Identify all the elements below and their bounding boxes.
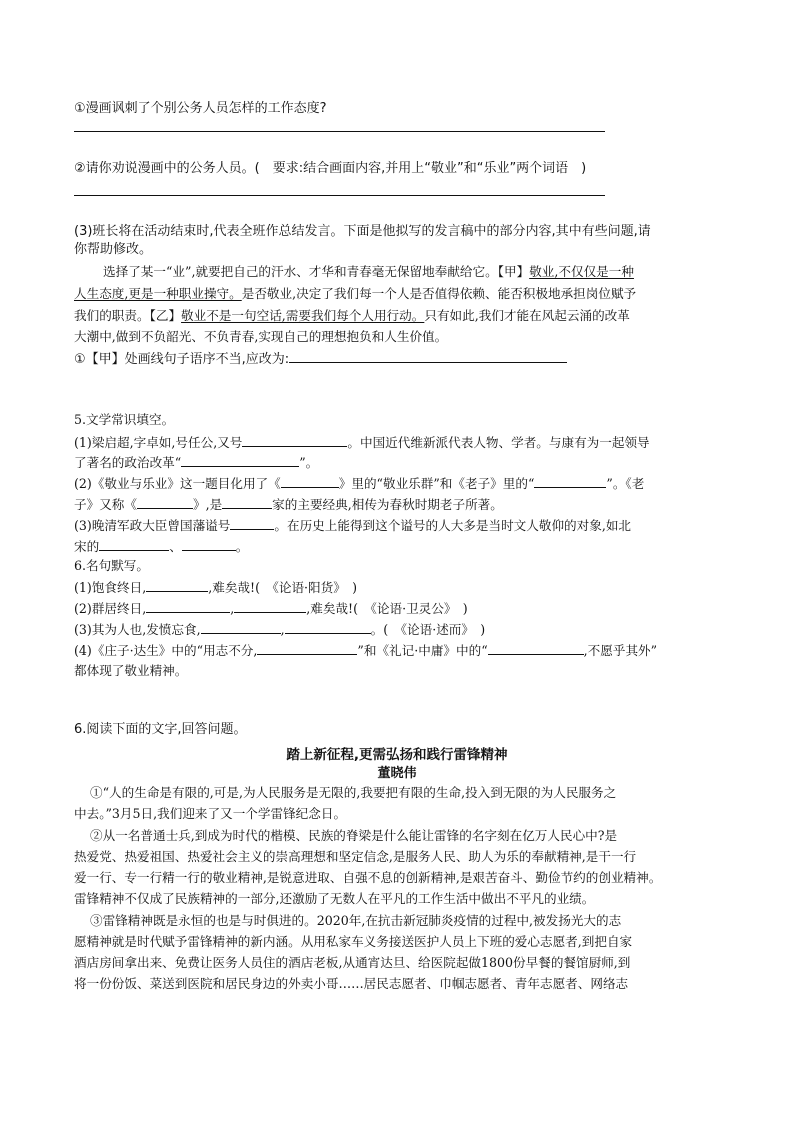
speech-text: 我们的职责。【乙】	[74, 308, 182, 323]
q5-text: ”。	[299, 455, 319, 470]
q5-text: (2)《敬业与乐业》这一题目化用了《	[74, 476, 281, 491]
speech-line-3	[74, 308, 630, 324]
q5-text: 。	[235, 539, 249, 554]
answer-line[interactable]	[74, 131, 605, 132]
answer-blank[interactable]	[242, 434, 347, 447]
q5-text: ”。《老	[606, 476, 645, 491]
passage-p3-line1: ③雷锋精神既是永恒的也是与时俱进的。2020年,在抗击新冠肺炎疫情的过程中,被发扬光大的志	[90, 913, 622, 928]
q6-text: ,	[230, 601, 235, 616]
speech-text: 只有如此,我们才能在风起云涌的改革	[424, 308, 630, 323]
answer-blank[interactable]	[488, 642, 584, 655]
q5-text: 家的主要经典,相传为春秋时期老子所著。	[272, 497, 503, 512]
answer-blank[interactable]	[182, 538, 236, 551]
q5-item3-line1	[74, 517, 631, 534]
q5-text: 子》又称《	[74, 497, 137, 512]
answer-blank[interactable]	[257, 642, 357, 655]
q5-text: (1)梁启超,字卓如,号任公,又号	[74, 435, 243, 450]
passage-author: 董晓伟	[377, 766, 417, 781]
q6-heading: 6.名句默写。	[74, 558, 149, 573]
q5-text: 了著名的政治改革“	[74, 455, 182, 470]
answer-blank[interactable]	[234, 600, 306, 613]
q6-text: ,不愿乎其外”	[583, 643, 658, 658]
q6-text: 。( 《论语·述而》 )	[370, 622, 486, 637]
q6-text: ”和《礼记·中庸》中的“	[357, 643, 488, 658]
answer-blank[interactable]	[534, 475, 606, 488]
q6-item4-line2: 都体现了敬业精神。	[74, 663, 188, 678]
q6-item1	[74, 579, 357, 596]
q4-task3-line1: (3)班长将在活动结束时,代表全班作总结发言。下面是他拟写的发言稿中的部分内容,其中有些问题,请	[74, 224, 651, 239]
speech-underlined-yi: 敬业不是一句空话,需要我们每个人用行动。	[181, 308, 425, 323]
q5-item1-line1	[74, 434, 650, 451]
q5-text: 。在历史上能得到这个谥号的人大多是当时文人敬仰的对象,如北	[274, 518, 632, 533]
q6-text: (4)《庄子·达生》中的“用志不分,	[74, 643, 258, 658]
q6-text: (3)其为人也,发愤忘食,	[74, 622, 201, 637]
passage-p3-line3: 酒店房间拿出来、免费让医务人员住的酒店老板,从通宵达旦、给医院起做1800份早餐的餐馆厨师,到	[74, 955, 631, 970]
q4-task3-line2: 你帮助修改。	[74, 242, 153, 257]
speech-underlined-jia: 人生态度,更是一种职业操守。	[74, 286, 242, 301]
q4-sub2-question: ②请你劝说漫画中的公务人员。( 要求:结合画面内容,并用上“敬业”和“乐业”两个词语 )	[74, 161, 587, 176]
q5-item1-line2	[74, 454, 318, 471]
passage-p1-line2: 中去。”3月5日,我们迎来了又一个学雷锋纪念日。	[74, 806, 347, 821]
q5-text: 》,是	[192, 497, 223, 512]
answer-blank[interactable]	[201, 621, 281, 634]
q6-item2	[74, 600, 468, 617]
q5-item2-line2	[74, 496, 503, 513]
passage-p1-line1: ①“人的生命是有限的,可是,为人民服务是无限的,我要把有限的生命,投入到无限的为人民服务之	[90, 785, 617, 800]
answer-blank[interactable]	[289, 350, 567, 363]
fix1-prompt: ①【甲】处画线句子语序不当,应改为:	[74, 352, 290, 367]
passage-p2-line1: ②从一名普通士兵,到成为时代的楷模、民族的脊梁是什么能让雷锋的名字刻在亿万人民心中?是	[90, 828, 618, 843]
speech-underlined-jia: 敬业,不仅仅是一种	[529, 264, 634, 279]
q5-text: 宋的	[74, 539, 100, 554]
answer-line[interactable]	[74, 195, 605, 196]
speech-text: 选择了某一“业”,就要把自己的汗水、才华和青春毫无保留地奉献给它。【甲】	[103, 264, 530, 279]
q5-text: 。中国近代维新派代表人物、学者。与康有为一起领导	[347, 435, 650, 450]
speech-line-2	[74, 286, 636, 302]
answer-blank[interactable]	[137, 496, 193, 509]
passage-p2-line3: 爱一行、专一行精一行的敬业精神,是锐意进取、自强不息的创新精神,是艰苦奋斗、勤俭节约的创业精神。	[74, 870, 662, 885]
passage-title: 踏上新征程,更需弘扬和践行雷锋精神	[286, 747, 508, 763]
speech-line-1	[103, 264, 634, 280]
q5-item2-line1	[74, 475, 644, 492]
answer-blank[interactable]	[281, 475, 339, 488]
q6-text: ,难矣哉!( 《论语·阳货》 )	[208, 580, 358, 595]
q6-text: (2)群居终日,	[74, 601, 147, 616]
passage-p2-line2: 热爱党、热爱祖国、热爱社会主义的崇高理想和坚定信念,是服务人民、助人为乐的奉献精神,是干一行	[74, 849, 637, 864]
answer-blank[interactable]	[222, 496, 272, 509]
answer-blank[interactable]	[181, 454, 299, 467]
q4-sub1-question: ①漫画讽刺了个别公务人员怎样的工作态度?	[74, 101, 327, 116]
q7-heading: 6.阅读下面的文字,回答问题。	[74, 722, 247, 737]
q5-text: (3)晚清军政大臣曾国藩谥号	[74, 518, 231, 533]
q5-heading: 5.文学常识填空。	[74, 412, 175, 427]
q6-text: ,难矣哉!( 《论语·卫灵公》 )	[306, 601, 468, 616]
speech-line-4: 大潮中,做到不负韶光、不负青春,实现自己的理想抱负和人生价值。	[74, 329, 448, 344]
q5-text: 》里的“敬业乐群”和《老子》里的“	[338, 476, 535, 491]
answer-blank[interactable]	[146, 579, 208, 592]
answer-blank[interactable]	[146, 600, 230, 613]
q6-text: ,	[280, 622, 285, 637]
q6-text: (1)饱食终日,	[74, 580, 147, 595]
answer-blank[interactable]	[99, 538, 169, 551]
q5-item3-line2	[74, 538, 248, 555]
passage-p2-line4: 雷锋精神不仅成了民族精神的一部分,还激励了无数人在平凡的工作生活中做出不平凡的业绩。	[74, 891, 595, 906]
answer-blank[interactable]	[285, 621, 371, 634]
answer-blank[interactable]	[230, 517, 274, 530]
speech-text: 是否敬业,决定了我们每一个人是否值得依赖、能否积极地承担岗位赋予	[241, 286, 637, 301]
q4-fix1	[74, 350, 567, 368]
q6-item3	[74, 621, 485, 638]
q5-text: 、	[169, 539, 182, 554]
passage-p3-line4: 将一份份饭、菜送到医院和居民身边的外卖小哥……居民志愿者、巾帼志愿者、青年志愿者、网络志	[74, 976, 629, 991]
passage-p3-line2: 愿精神就是时代赋予雷锋精神的新内涵。从用私家车义务接送医护人员上下班的爱心志愿者,到把自家	[74, 934, 633, 949]
q6-item4-line1	[74, 642, 657, 659]
